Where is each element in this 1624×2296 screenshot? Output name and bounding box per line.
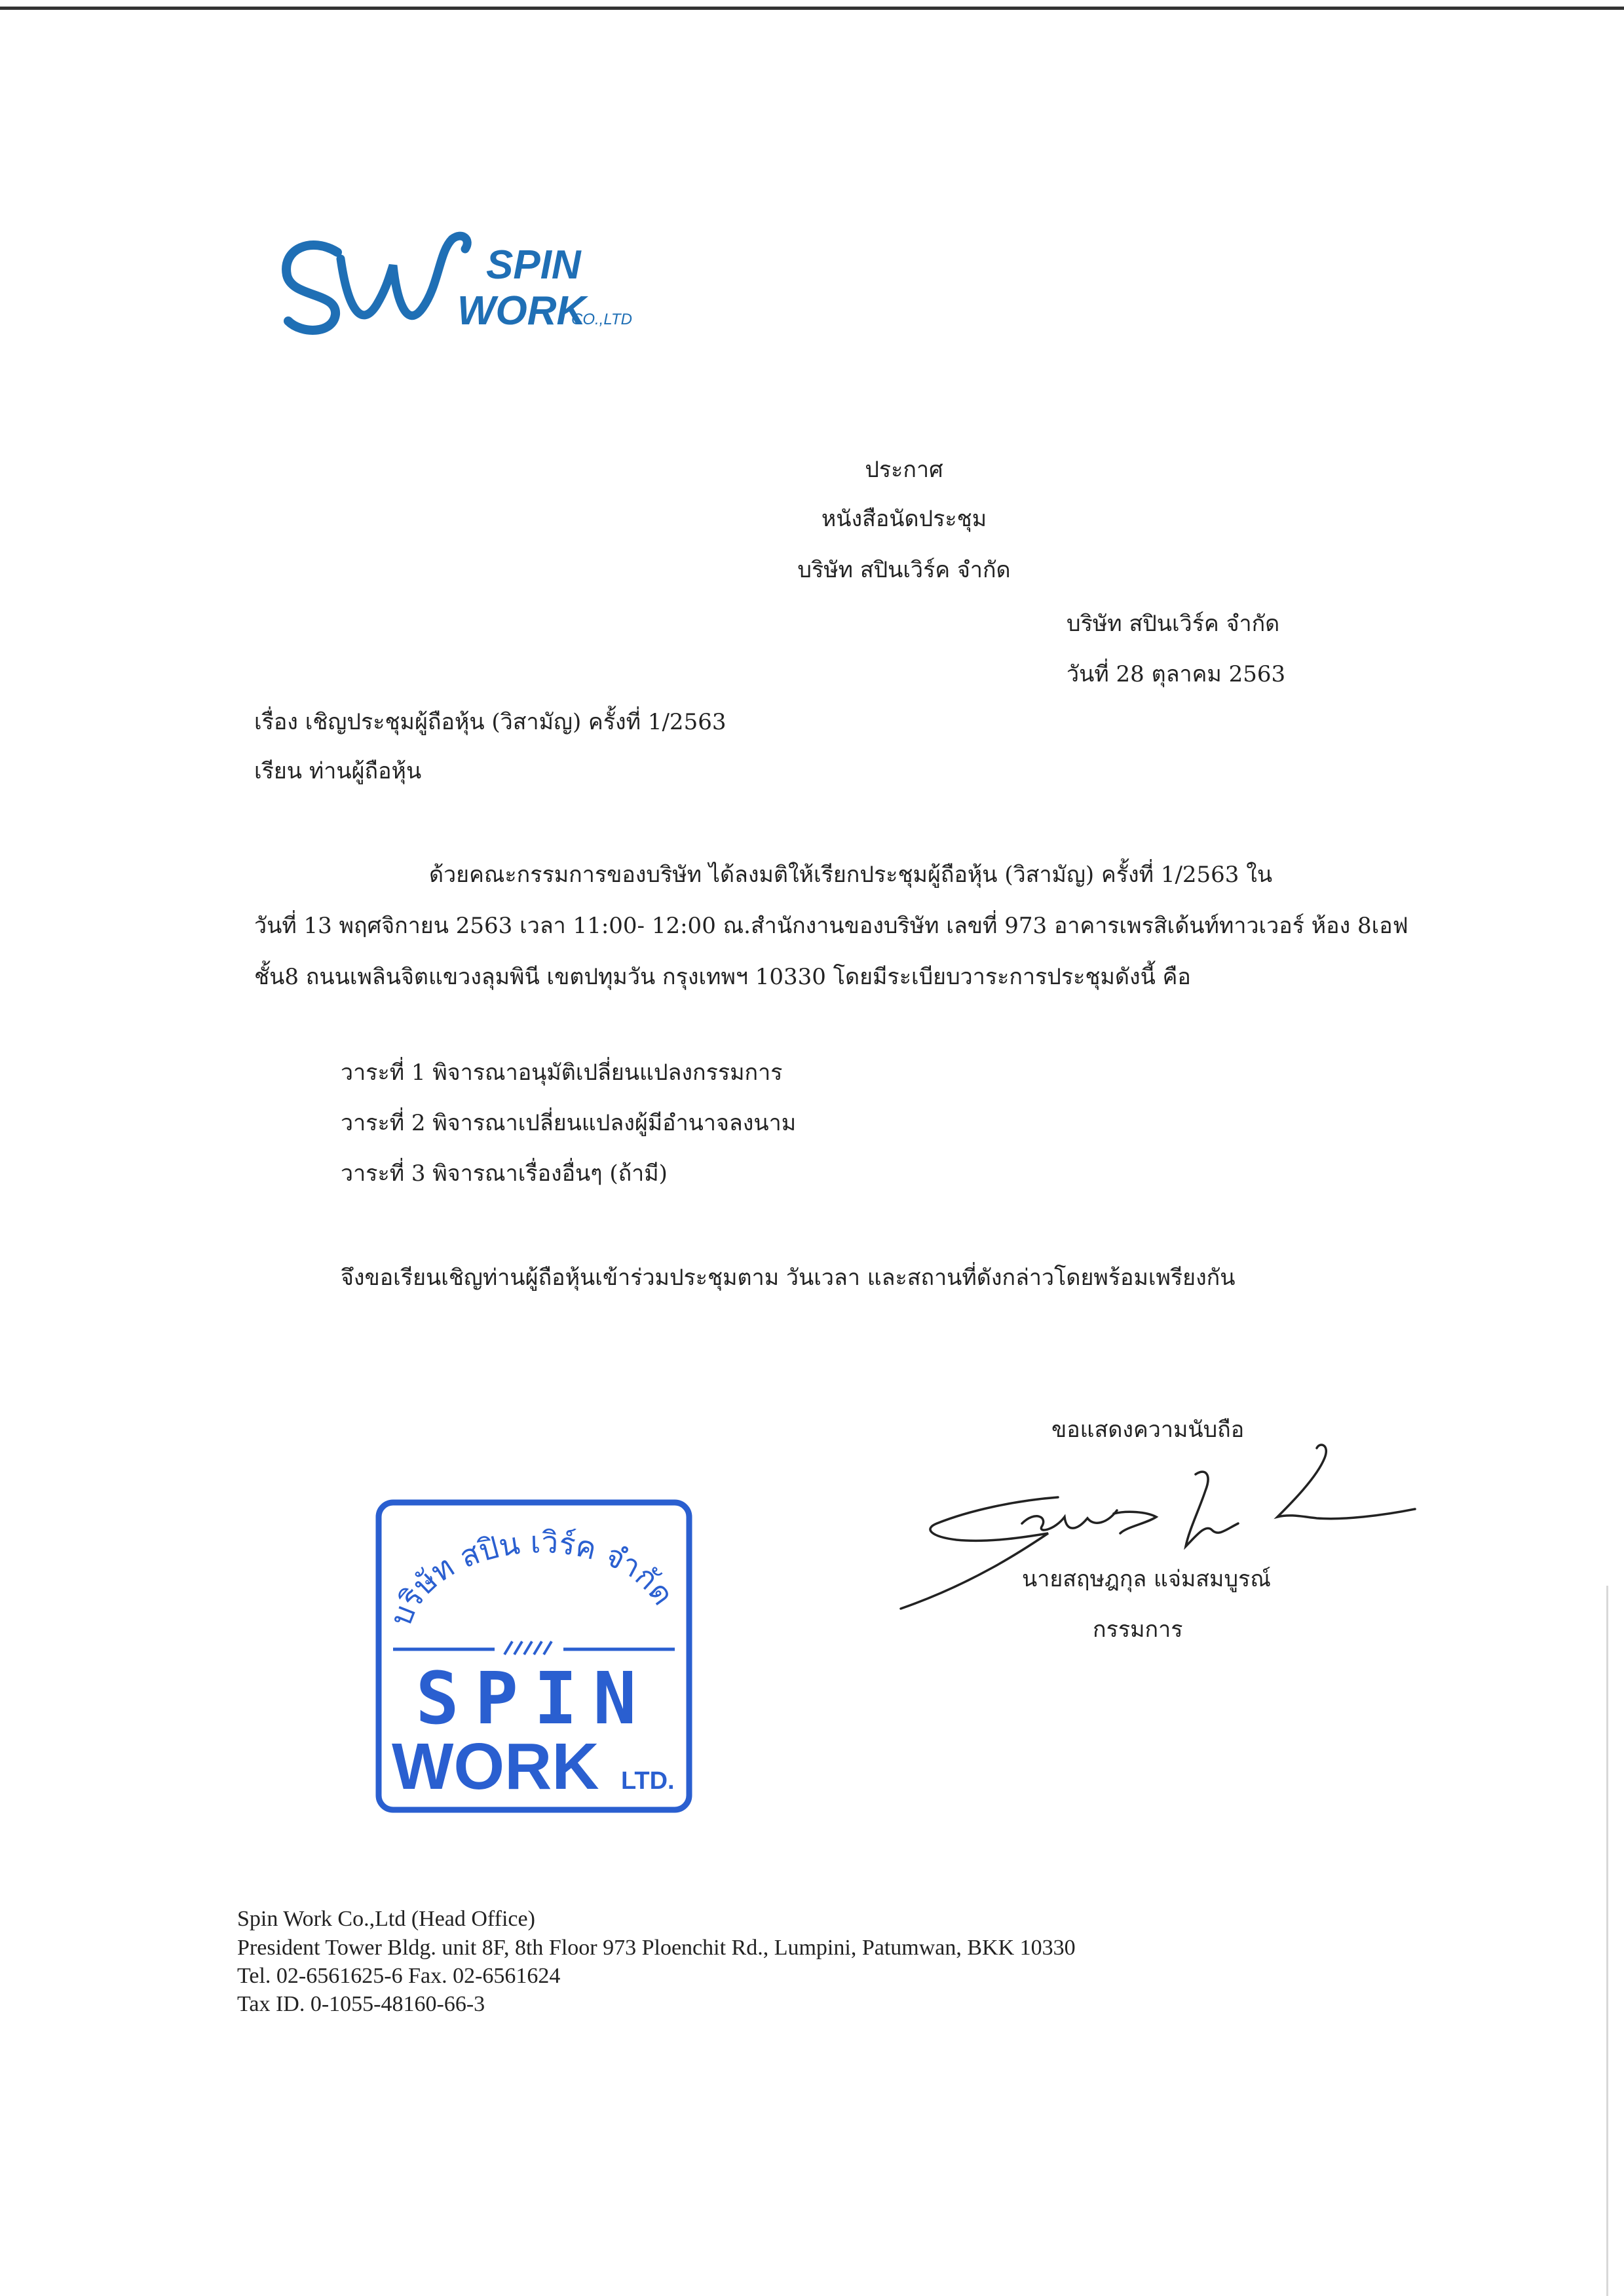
letter-date: วันที่ 28 ตุลาคม 2563 (1067, 661, 1286, 687)
letter-recipient: เรียน ท่านผู้ถือหุ้น (254, 758, 422, 784)
logo-s-mark (286, 245, 337, 330)
letter-subject: เรื่อง เชิญประชุมผู้ถือหุ้น (วิสามัญ) ครั้งที่ 1/2563 (254, 709, 727, 735)
heading-meeting-notice: หนังสือนัดประชุม (821, 506, 987, 532)
stamp-arc-text: บริษัท สปิน เวิร์ค จำกัด (383, 1524, 681, 1631)
company-logo (275, 226, 662, 341)
footer-tax-id: Tax ID. 0-1055-48160-66-3 (237, 1992, 485, 2016)
company-stamp (373, 1497, 694, 1815)
logo-text-spin: SPIN (486, 242, 581, 288)
footer-company: Spin Work Co.,Ltd (Head Office) (237, 1907, 535, 1931)
heading-company: บริษัท สปินเวิร์ค จำกัด (797, 557, 1011, 583)
stamp-text-spin: SPIN (415, 1656, 652, 1740)
agenda-item: วาระที่ 3 พิจารณาเรื่องอื่นๆ (ถ้ามี) (341, 1160, 668, 1187)
body-line-2: วันที่ 13 พฤศจิกายน 2563 เวลา 11:00- 12:00 ณ.สำนักงานของบริษัท เลขที่ 973 อาคารเพรสิเด้นท์ทาวเวอร์ ห้อง 8เอฟ (254, 913, 1408, 939)
logo-w-mark (341, 236, 467, 316)
closing-regards: ขอแสดงความนับถือ (1051, 1417, 1245, 1443)
body-line-1: ด้วยคณะกรรมการของบริษัท ได้ลงมติให้เรียกประชุมผู้ถือหุ้น (วิสามัญ) ครั้งที่ 1/2563 ใน (429, 862, 1273, 888)
logo-text-suffix: CO.,LTD (571, 311, 632, 328)
stamp-text-ltd: LTD. (621, 1767, 675, 1795)
scan-edge-shadow (1606, 1586, 1608, 2296)
body-line-3: ชั้น8 ถนนเพลินจิตแขวงลุมพินี เขตปทุมวัน กรุงเทพฯ 10330 โดยมีระเบียบวาระการประชุมดังนี้ คือ (254, 964, 1191, 990)
footer-address: President Tower Bldg. unit 8F, 8th Floor 973 Ploenchit Rd., Lumpini, Patumwan, BKK 10330 (237, 1936, 1076, 1960)
agenda-item: วาระที่ 2 พิจารณาเปลี่ยนแปลงผู้มีอำนาจลงนาม (341, 1110, 797, 1136)
signatory-title: กรรมการ (1093, 1617, 1183, 1643)
signatory-name: นายสฤษฎกุล แจ่มสมบูรณ์ (1022, 1566, 1271, 1592)
footer-contact: Tel. 02-6561625-6 Fax. 02-6561624 (237, 1964, 561, 1988)
heading-announcement: ประกาศ (865, 457, 943, 483)
top-border-line (0, 7, 1624, 10)
stamp-text-work: WORK (392, 1730, 599, 1803)
logo-text-work: WORK (457, 288, 586, 334)
sender-company: บริษัท สปินเวิร์ค จำกัด (1067, 611, 1280, 637)
closing-invitation: จึงขอเรียนเชิญท่านผู้ถือหุ้นเข้าร่วมประชุมตาม วันเวลา และสถานที่ดังกล่าวโดยพร้อมเพรียงกัน (341, 1265, 1236, 1291)
agenda-item: วาระที่ 1 พิจารณาอนุมัติเปลี่ยนแปลงกรรมการ (341, 1060, 783, 1086)
